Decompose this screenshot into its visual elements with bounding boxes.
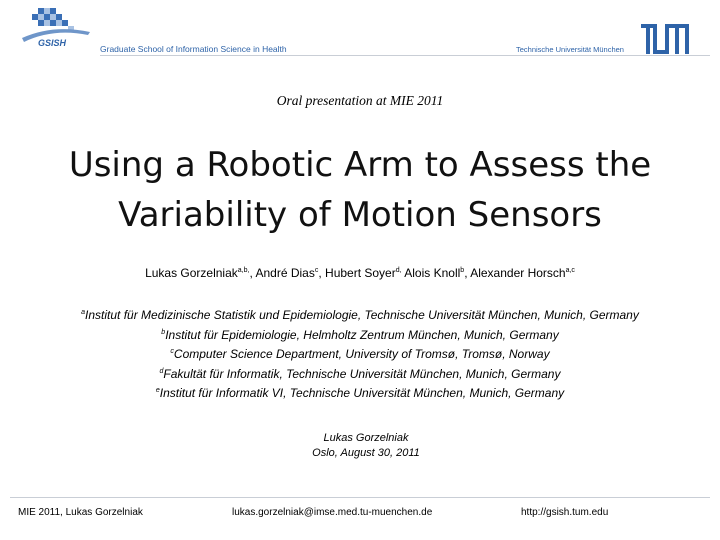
footer-divider	[10, 497, 710, 498]
author-name: Alexander Horsch	[470, 266, 566, 280]
author-affiliation-mark: a,b,	[237, 267, 250, 274]
affiliation-mark: c	[170, 348, 174, 355]
affiliation-mark: a	[81, 309, 86, 316]
title-line-1: Using a Robotic Arm to Assess the	[68, 145, 652, 185]
affiliation-mark: b	[161, 328, 166, 336]
affiliation-line	[0, 384, 720, 404]
graduate-school-name: Graduate School of Information Science in Health	[100, 44, 287, 54]
author-name: Lukas Gorzelniak	[145, 266, 238, 280]
affiliation-line	[0, 345, 720, 365]
footer-event-author: MIE 2011, Lukas Gorzelniak	[18, 507, 143, 518]
tum-logo	[641, 24, 689, 54]
affiliation-text: Institut für Epidemiologie, Helmholtz Zentrum München, Munich, Germany	[165, 327, 559, 342]
affiliation-mark: e	[155, 387, 160, 394]
author-name: André Dias	[255, 266, 315, 280]
header-divider	[100, 55, 710, 56]
place-date: Oslo, August 30, 2011	[312, 447, 420, 459]
university-name: Technische Universität München	[516, 45, 624, 54]
title-line-2: Variability of Motion Sensors	[118, 195, 602, 235]
gsish-logo	[8, 2, 98, 52]
author-affiliation-mark: d,	[395, 267, 402, 274]
affiliation-text: Computer Science Department, University of Tromsø, Tromsø, Norway	[173, 347, 550, 361]
author-name: Alois Knoll	[404, 266, 461, 280]
footer-url: http://gsish.tum.edu	[521, 507, 609, 518]
author-affiliation-mark: c	[314, 267, 319, 274]
slide-title	[0, 140, 720, 240]
presentation-subtitle: Oral presentation at MIE 2011	[276, 93, 444, 108]
affiliation-text: Institut für Medizinische Statistik und Epidemiologie, Technische Universität München, Munich, Germany	[85, 308, 639, 322]
affiliation-list	[0, 306, 720, 404]
affiliation-text: Fakultät für Informatik, Technische Universität München, Munich, Germany	[163, 366, 561, 381]
affiliation-mark: d	[159, 367, 164, 375]
footer-email: lukas.gorzelniak@imse.med.tu-muenchen.de	[232, 507, 433, 518]
author-affiliation-mark: a,c	[565, 267, 575, 274]
affiliation-line	[0, 326, 720, 346]
affiliation-text: Institut für Informatik VI, Technische Universität München, Munich, Germany	[159, 386, 565, 400]
affiliation-line	[0, 306, 720, 326]
author-list: Lukas Gorzelniak$^{a,b,}$, André Dias$^c$, Hubert Soyer$^{d,}$ Alois Knoll$^b$, Alexander Horsch$^{a,c}$	[145, 266, 575, 280]
author-affiliation-mark: b	[460, 267, 465, 274]
svg-text:GSISH: GSISH	[37, 38, 67, 48]
author-name: Hubert Soyer	[325, 266, 396, 280]
presenter-name: Lukas Gorzelniak	[323, 432, 409, 444]
presenter-block	[0, 431, 720, 461]
affiliation-line	[0, 365, 720, 385]
